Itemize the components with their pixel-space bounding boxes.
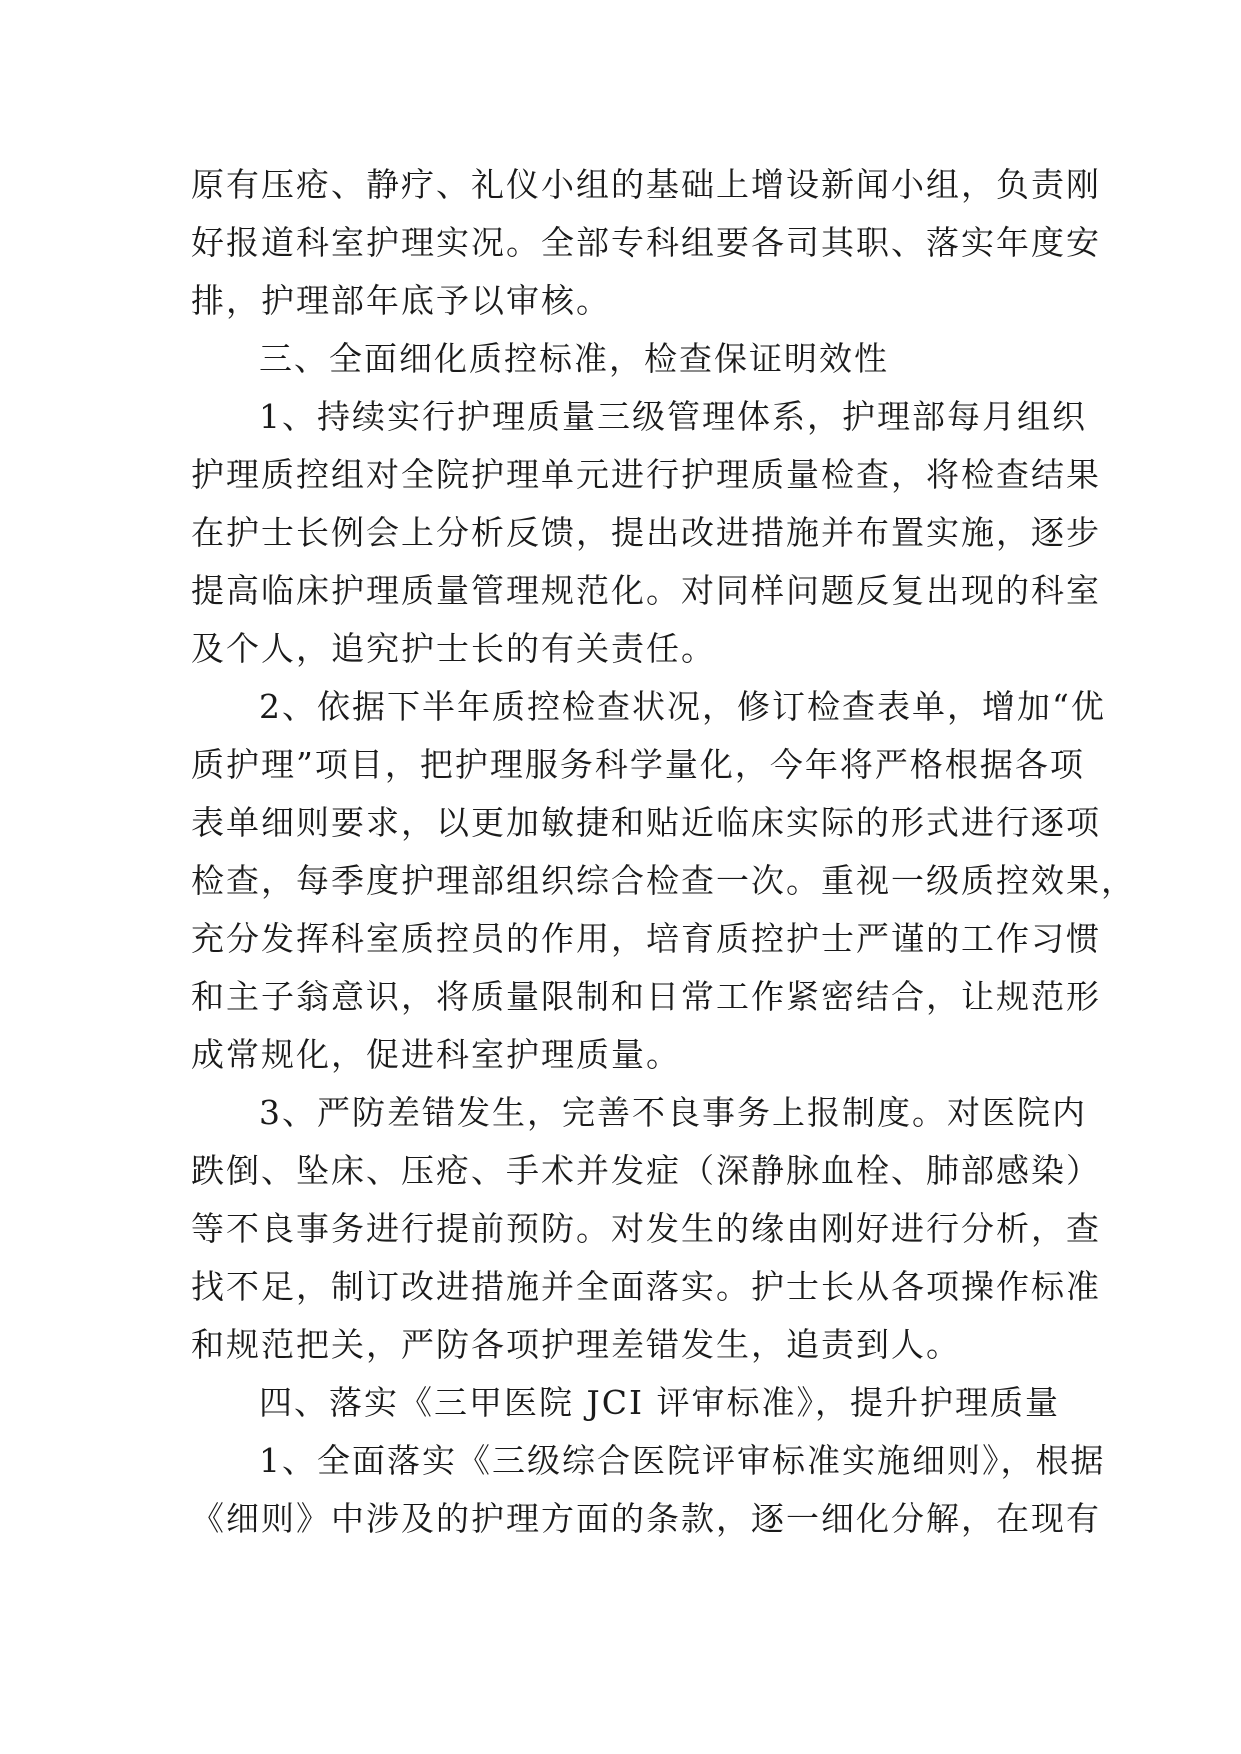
text-line: 找不足，制订改进措施并全面落实。护士长从各项操作标准 [191,1267,1101,1306]
text-line: 提高临床护理质量管理规范化。对同样问题反复出现的科室 [191,571,1101,610]
text-line: 《细则》中涉及的护理方面的条款，逐一细化分解，在现有 [191,1499,1101,1538]
text-line: 及个人，追究护士长的有关责任。 [191,629,716,668]
text-line: 在护士长例会上分析反馈，提出改进措施并布置实施，逐步 [191,513,1101,552]
text-line: 四、落实《三甲医院 JCI 评审标准》，提升护理质量 [259,1383,1060,1422]
text-line: 三、全面细化质控标准，检查保证明效性 [259,339,889,378]
text-line: 护理质控组对全院护理单元进行护理质量检查，将检查结果 [191,455,1101,494]
text-line: 好报道科室护理实况。全部专科组要各司其职、落实年度安 [191,223,1101,262]
text-line: 和主子翁意识，将质量限制和日常工作紧密结合，让规范形 [191,977,1101,1016]
text-line: 和规范把关，严防各项护理差错发生，追责到人。 [191,1325,961,1364]
text-line: 质护理”项目，把护理服务科学量化，今年将严格根据各项 [191,745,1085,784]
text-line: 成常规化，促进科室护理质量。 [191,1035,681,1074]
text-line: 等不良事务进行提前预防。对发生的缘由刚好进行分析，查 [191,1209,1101,1248]
text-line: 原有压疮、静疗、礼仪小组的基础上增设新闻小组，负责刚 [191,165,1101,204]
text-line: 充分发挥科室质控员的作用，培育质控护士严谨的工作习惯 [191,919,1101,958]
body-text [191,156,1136,1548]
text-line: 1、持续实行护理质量三级管理体系，护理部每月组织 [259,397,1087,436]
text-line: 排，护理部年底予以审核。 [191,281,611,320]
text-line: 2、依据下半年质控检查状况，修订检查表单，增加“优 [259,687,1106,726]
text-line: 跌倒、坠床、压疮、手术并发症（深静脉血栓、肺部感染） [191,1151,1101,1190]
text-line: 3、严防差错发生，完善不良事务上报制度。对医院内 [259,1093,1087,1132]
text-line: 检查，每季度护理部组织综合检查一次。重视一级质控效果， [191,861,1136,900]
text-line: 表单细则要求，以更加敏捷和贴近临床实际的形式进行逐项 [191,803,1101,842]
text-line: 1、全面落实《三级综合医院评审标准实施细则》，根据 [259,1441,1106,1480]
